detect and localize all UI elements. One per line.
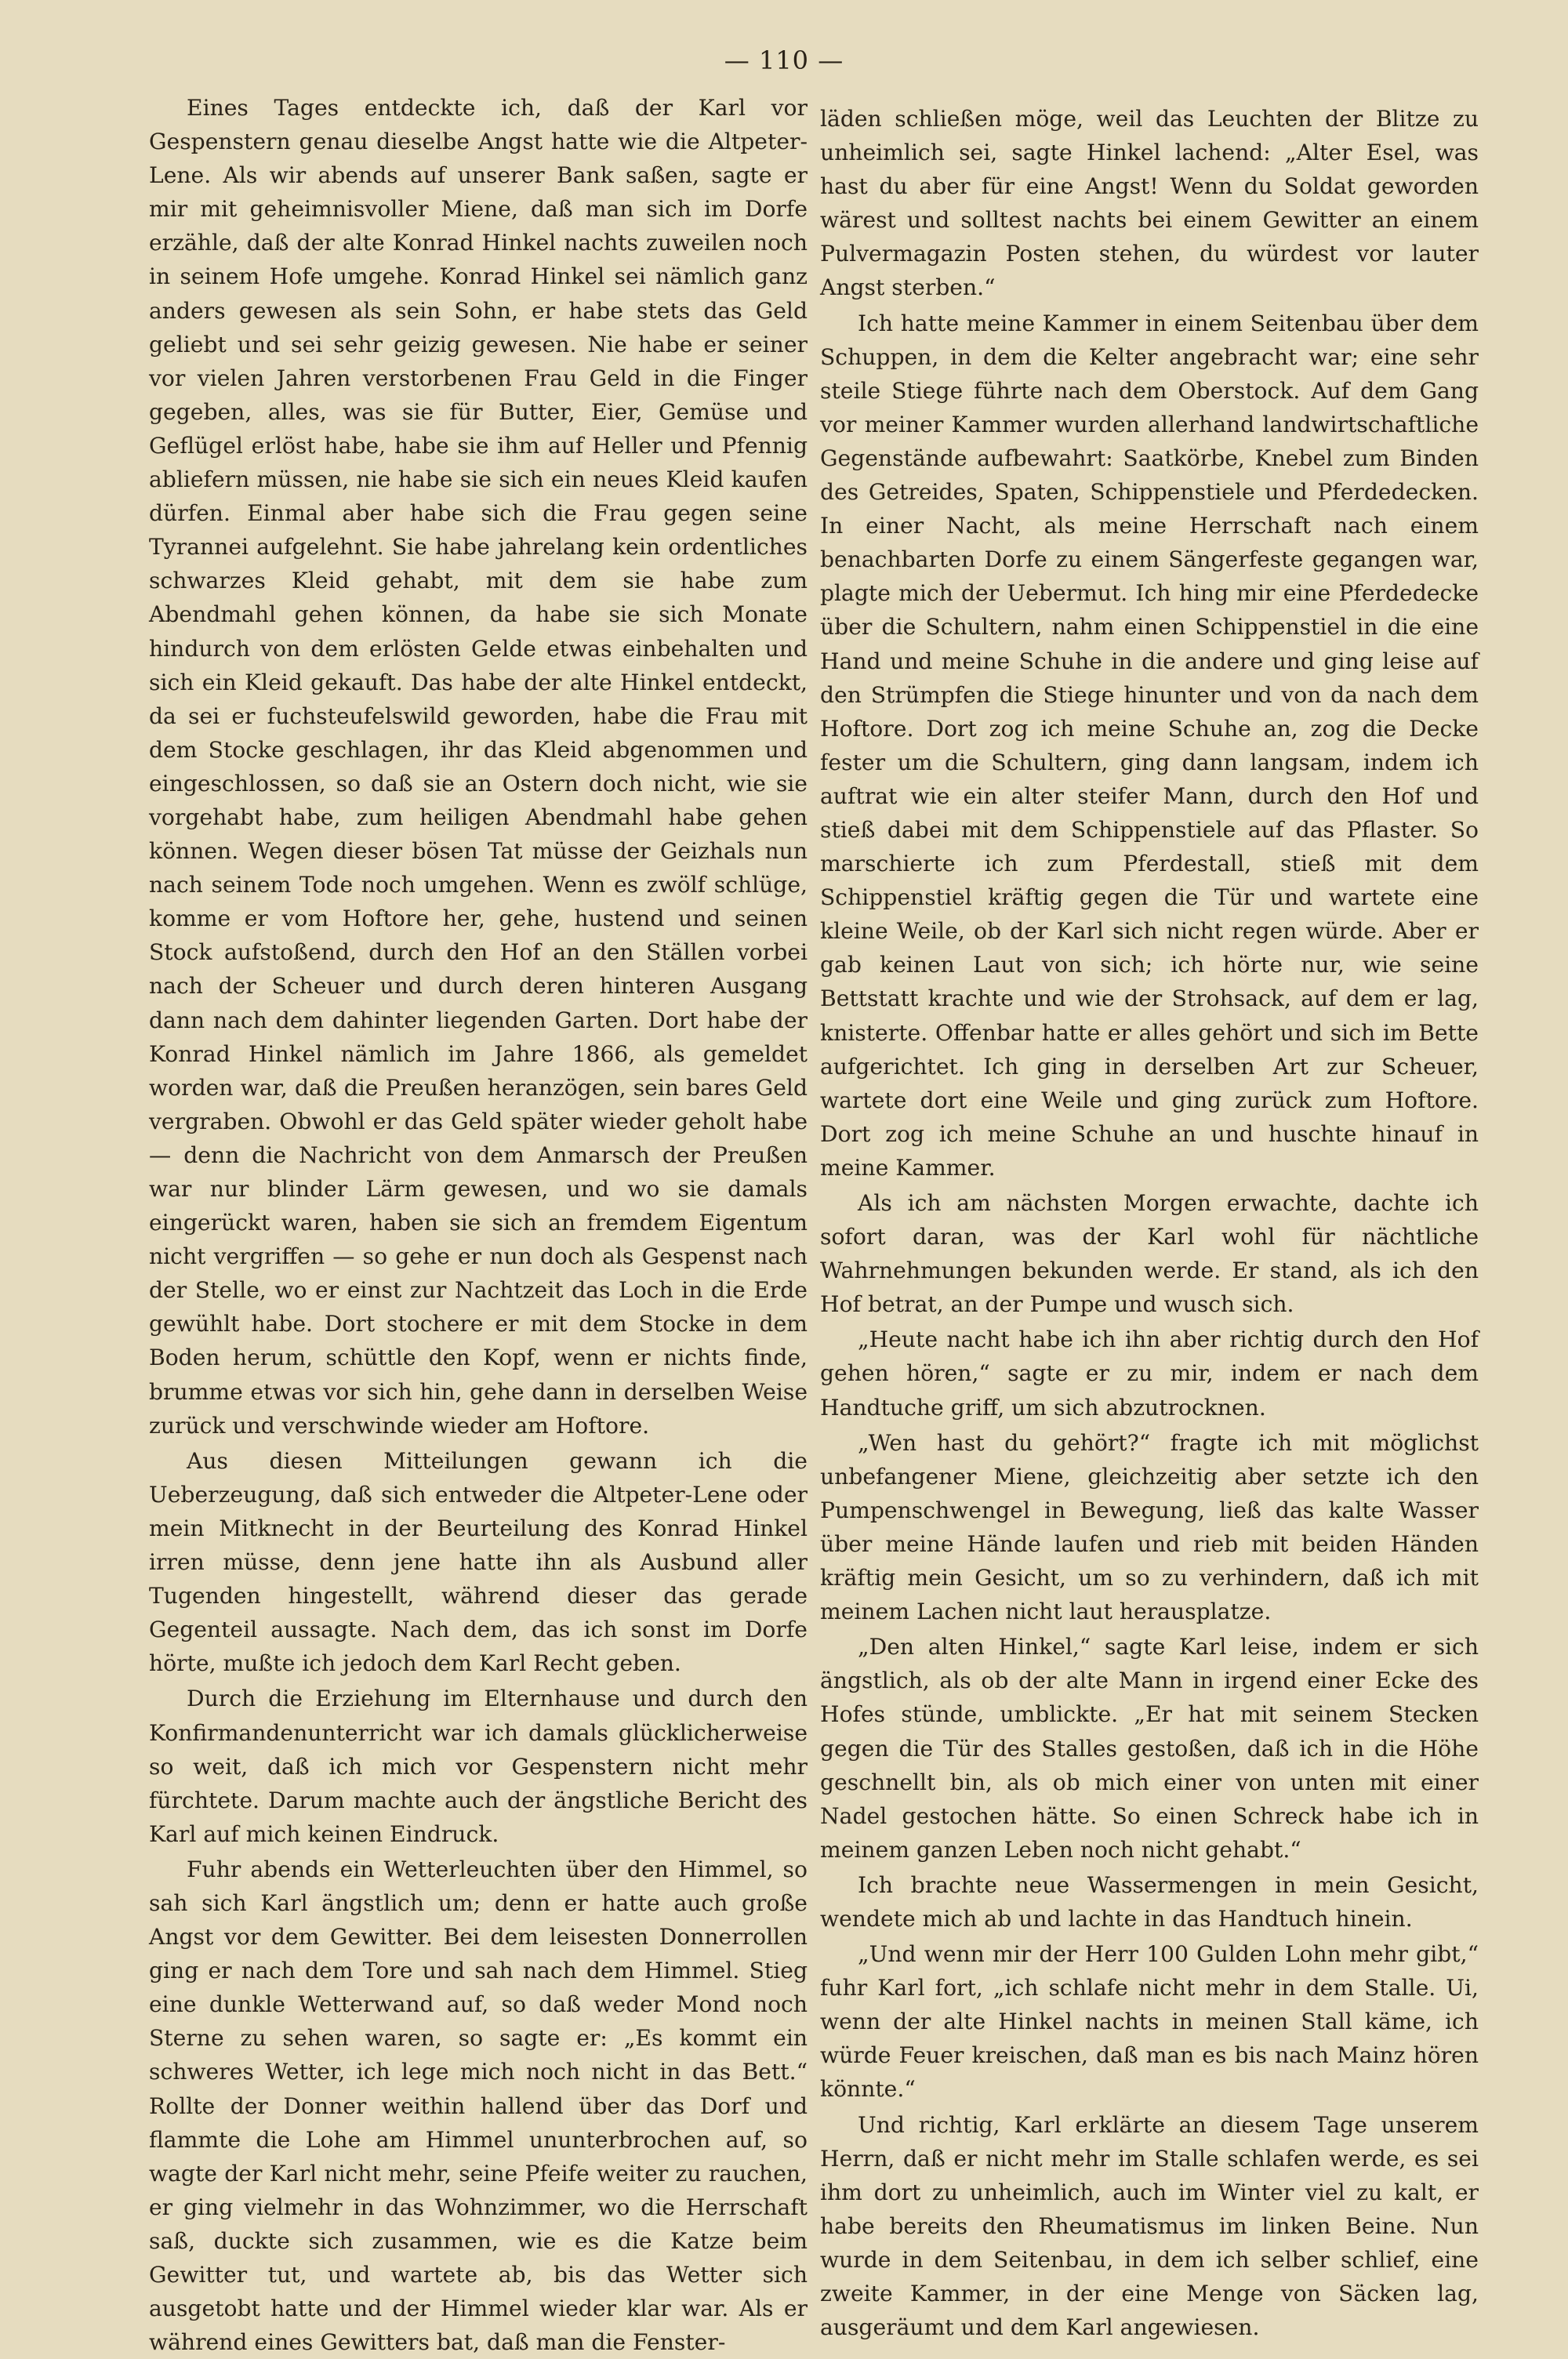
page-number: — 110 —: [724, 45, 844, 75]
right-column: [820, 102, 1479, 2344]
paragraph: „Den alten Hinkel,“ sagte Karl leise, indem er sich ängstlich, als ob der alte Mann in irgend einer Ecke des Hofes stünde, umblickte. „Er hat mit seinem Stecken gegen die Tür des Stalles gestoßen, daß ich in die Höhe geschnellt bin, als ob mich einer von unten mit einer Nadel gestochen hätte. So einen Schreck habe ich in meinem ganzen Leben noch nicht gehabt.“: [820, 1634, 1479, 1863]
paragraph: Als ich am nächsten Morgen erwachte, dachte ich sofort daran, was der Karl wohl für nächtliche Wahrnehmungen bekunden werde. Er stand, als ich den Hof betrat, an der Pumpe und wusch sich.: [820, 1190, 1479, 1318]
paragraph: läden schließen möge, weil das Leuchten der Blitze zu unheimlich sei, sagte Hinkel lachend: „Alter Esel, was hast du aber für eine Angst! Wenn du Soldat geworden wärest und solltest nachts bei einem Gewitter an einem Pulvermagazin Posten stehen, du würdest vor lauter Angst sterben.“: [820, 106, 1479, 301]
paragraph: Fuhr abends ein Wetterleuchten über den Himmel, so sah sich Karl ängstlich um; denn er hatte auch große Angst vor dem Gewitter. Bei dem leisesten Donnerrollen ging er nach dem Tore und sah nach dem Himmel. Stieg eine dunkle Wetterwand auf, so daß weder Mond noch Sterne zu sehen waren, so sagte er: „Es kommt ein schweres Wetter, ich lege mich noch nicht in das Bett.“ Rollte der Donner weithin hallend über das Dorf und flammte die Lohe am Himmel ununterbrochen auf, so wagte der Karl nicht mehr, seine Pfeife weiter zu rauchen, er ging vielmehr in das Wohnzimmer, wo die Herrschaft saß, duckte sich zusammen, wie es die Katze beim Gewitter tut, und wartete ab, bis das Wetter sich ausgetobt hatte und der Himmel wieder klar war. Als er während eines Gewitters bat, daß man die Fenster-: [149, 1856, 808, 2356]
paragraph: Aus diesen Mitteilungen gewann ich die Ueberzeugung, daß sich entweder die Altpeter-Lene oder mein Mitknecht in der Beurteilung des Konrad Hinkel irren müsse, denn jene hatte ihn als Ausbund aller Tugenden hingestellt, während dieser das gerade Gegenteil aussagte. Nach dem, das ich sonst im Dorfe hörte, mußte ich jedoch dem Karl Recht geben.: [149, 1447, 808, 1677]
left-column: [149, 91, 808, 2359]
paragraph: Und richtig, Karl erklärte an diesem Tage unserem Herrn, daß er nicht mehr im Stalle schlafen werde, es sei ihm dort zu unheimlich, auch im Winter viel zu kalt, er habe bereits den Rheumatismus im linken Beine. Nun wurde in dem Seitenbau, in dem ich selber schlief, eine zweite Kammer, in der eine Menge von Säcken lag, ausgeräumt und dem Karl angewiesen.: [820, 2111, 1479, 2341]
paragraph: Ich brachte neue Wassermengen in mein Gesicht, wendete mich ab und lachte in das Handtuch hinein.: [820, 1871, 1479, 1932]
paragraph: Eines Tages entdeckte ich, daß der Karl vor Gespenstern genau dieselbe Angst hatte wie die Altpeter-Lene. Als wir abends auf unserer Bank saßen, sagte er mir mit geheimnisvoller Miene, daß man sich im Dorfe erzähle, daß der alte Konrad Hinkel nachts zuweilen noch in seinem Hofe umgehe. Konrad Hinkel sei nämlich ganz anders gewesen als sein Sohn, er habe stets das Geld geliebt und sei sehr geizig gewesen. Nie habe er seiner vor vielen Jahren verstorbenen Frau Geld in die Finger gegeben, alles, was sie für Butter, Eier, Gemüse und Geflügel erlöst habe, habe sie ihm auf Heller und Pfennig abliefern müssen, nie habe sie sich ein neues Kleid kaufen dürfen. Einmal aber habe sich die Frau gegen seine Tyrannei aufgelehnt. Sie habe jahrelang kein ordentliches schwarzes Kleid gehabt, mit dem sie habe zum Abendmahl gehen können, da habe sie sich Monate hindurch von dem erlösten Gelde etwas einbehalten und sich ein Kleid gekauft. Das habe der alte Hinkel entdeckt, da sei er fuchsteufelswild geworden, habe die Frau mit dem Stocke geschlagen, ihr das Kleid abgenommen und eingeschlossen, so daß sie an Ostern doch nicht, wie sie vorgehabt habe, zum heiligen Abendmahl habe gehen können. Wegen dieser bösen Tat müsse der Geizhals nun nach seinem Tode noch umgehen. Wenn es zwölf schlüge, komme er vom Hoftore her, gehe, hustend und seinen Stock aufstoßend, durch den Hof an den Ställen vorbei nach der Scheuer und durch deren hinteren Ausgang dann nach dem dahinter liegenden Garten. Dort habe der Konrad Hinkel nämlich im Jahre 1866, als gemeldet worden war, daß die Preußen heranzögen, sein bares Geld vergraben. Obwohl er das Geld später wieder geholt habe — denn die Nachricht von dem Anmarsch der Preußen war nur blinder Lärm gewesen, und wo sie damals eingerückt waren, haben sie sich an fremdem Eigentum nicht vergriffen — so gehe er nun doch als Gespenst nach der Stelle, wo er einst zur Nachtzeit das Loch in die Erde gewühlt habe. Dort stochere er mit dem Stocke in dem Boden herum, schüttle den Kopf, wenn er nichts finde, brumme etwas vor sich hin, gehe dann in derselben Weise zurück und verschwinde wieder am Hoftore.: [149, 95, 808, 1439]
paragraph: Ich hatte meine Kammer in einem Seitenbau über dem Schuppen, in dem die Kelter angebracht war; eine sehr steile Stiege führte nach dem Oberstock. Auf dem Gang vor meiner Kammer wurden allerhand landwirtschaftliche Gegenstände aufbewahrt: Saatkörbe, Knebel zum Binden des Getreides, Spaten, Schippenstiele und Pferdedecken. In einer Nacht, als meine Herrschaft nach einem benachbarten Dorfe zu einem Sängerfeste gegangen war, plagte mich der Uebermut. Ich hing mir eine Pferdedecke über die Schultern, nahm einen Schippenstiel in die eine Hand und meine Schuhe in die andere und ging leise auf den Strümpfen die Stiege hinunter und von da nach dem Hoftore. Dort zog ich meine Schuhe an, zog die Decke fester um die Schultern, ging dann langsam, indem ich auftrat wie ein alter steifer Mann, durch den Hof und stieß dabei mit dem Schippenstiele auf das Pflaster. So marschierte ich zum Pferdestall, stieß mit dem Schippenstiel kräftig gegen die Tür und wartete eine kleine Weile, ob der Karl sich nicht regen würde. Aber er gab keinen Laut von sich; ich hörte nur, wie seine Bettstatt krachte und wie der Strohsack, auf dem er lag, knisterte. Offenbar hatte er alles gehört und sich im Bette aufgerichtet. Ich ging in derselben Art zur Scheuer, wartete dort eine Weile und ging zurück zum Hoftore. Dort zog ich meine Schuhe an und huschte hinauf in meine Kammer.: [820, 310, 1479, 1181]
paragraph: „Und wenn mir der Herr 100 Gulden Lohn mehr gibt,“ fuhr Karl fort, „ich schlafe nicht mehr in dem Stalle. Ui, wenn der alte Hinkel nachts in meinen Stall käme, ich würde Feuer kreischen, daß man es bis nach Mainz hören könnte.“: [820, 1941, 1479, 2103]
paragraph: „Wen hast du gehört?“ fragte ich mit möglichst unbefangener Miene, gleichzeitig aber setzte ich den Pumpenschwengel in Bewegung, ließ das kalte Wasser über meine Hände laufen und rieb mit beiden Händen kräftig mein Gesicht, um so zu verhindern, daß ich mit meinem Lachen nicht laut herausplatze.: [820, 1429, 1479, 1625]
paragraph: „Heute nacht habe ich ihn aber richtig durch den Hof gehen hören,“ sagte er zu mir, indem er nach dem Handtuche griff, um sich abzutrocknen.: [820, 1326, 1479, 1421]
paragraph: Durch die Erziehung im Elternhause und durch den Konfirmandenunterricht war ich damals glücklicherweise so weit, daß ich mich vor Gespenstern nicht mehr fürchtete. Darum machte auch der ängstliche Bericht des Karl auf mich keinen Eindruck.: [149, 1686, 808, 1847]
